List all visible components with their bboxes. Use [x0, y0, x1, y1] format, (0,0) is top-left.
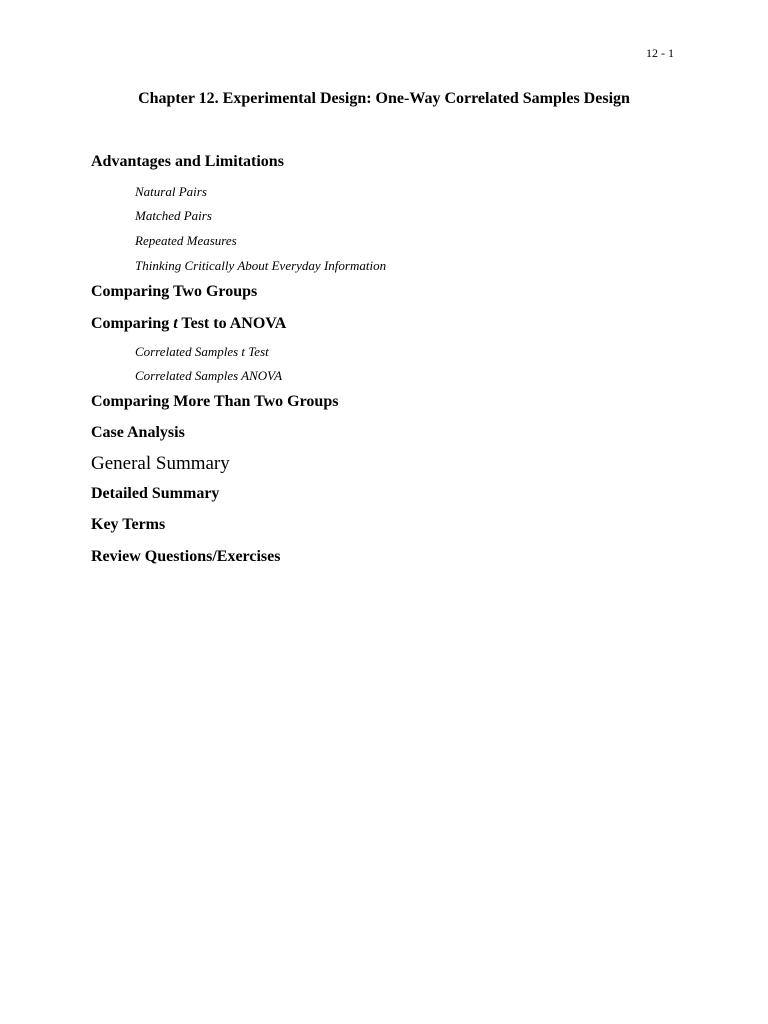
heading-detailed-summary: Detailed Summary — [91, 485, 220, 502]
heading-advantages-limitations: Advantages and Limitations — [91, 153, 284, 170]
heading-comparing-two-groups: Comparing Two Groups — [91, 283, 258, 300]
heading-general-summary: General Summary — [91, 453, 230, 474]
subheading-correlated-t-test: Correlated Samples t Test — [135, 344, 269, 359]
heading-comparing-t-test — [91, 314, 711, 334]
heading-case-analysis: Case Analysis — [91, 424, 185, 441]
heading-comparing-t-test-after: Test to ANOVA — [177, 315, 287, 332]
heading-review-questions: Review Questions/Exercises — [91, 548, 281, 565]
subheading-thinking-critically: Thinking Critically About Everyday Information — [135, 258, 387, 273]
table-of-contents — [91, 152, 711, 567]
subheading-natural-pairs: Natural Pairs — [135, 184, 207, 199]
page-number: 12 - 1 — [646, 46, 674, 60]
subheading-matched-pairs: Matched Pairs — [135, 208, 212, 223]
subheading-repeated-measures: Repeated Measures — [135, 233, 237, 248]
subheading-correlated-anova: Correlated Samples ANOVA — [135, 368, 283, 383]
heading-key-terms: Key Terms — [91, 516, 166, 533]
heading-comparing-more-groups: Comparing More Than Two Groups — [91, 393, 339, 410]
heading-comparing-t-test-italic: t — [173, 315, 178, 332]
heading-comparing-t-test-before: Comparing — [91, 315, 174, 332]
chapter-title: Chapter 12. Experimental Design: One-Way Correlated Samples Design — [138, 90, 630, 107]
